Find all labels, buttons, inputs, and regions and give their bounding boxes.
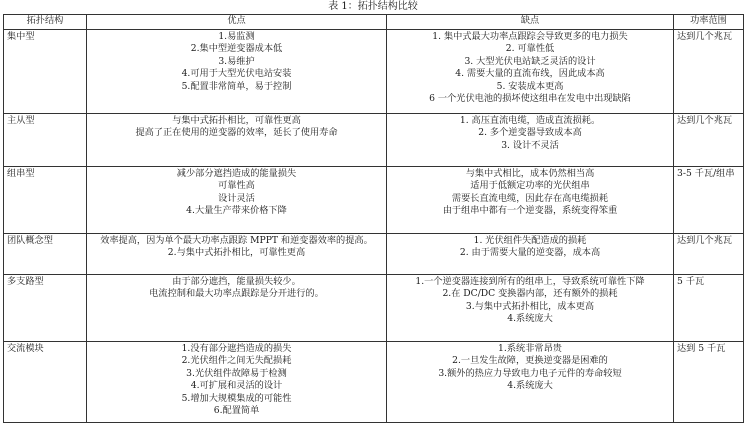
advantage-item: 2.集中型逆变器成本低: [190, 43, 283, 55]
advantage-item: 4.大量生产带来价格下降: [186, 205, 287, 217]
topology-name-cell: 组串型: [4, 167, 87, 234]
disadvantages-cell: [387, 234, 674, 275]
advantage-item: 5.增加大规模集成的可能性: [181, 392, 292, 404]
disadvantage-item: 3. 设计不灵活: [501, 139, 559, 151]
advantage-item: 与集中式拓扑相比，可靠性更高: [172, 115, 301, 126]
disadvantage-item: 2.一旦发生故障，更换逆变器是困难的: [452, 355, 608, 367]
advantage-item: 效率提高，因为单个最大功率点跟踪 MPPT 和逆变器效率的提高。: [100, 235, 373, 246]
topology-name-cell: 集中型: [4, 30, 87, 114]
disadvantage-item: 与集中式相比，成本仍然相当高: [465, 168, 595, 179]
disadvantage-item: 2. 由于需要大量的逆变器，成本高: [459, 247, 601, 259]
advantage-item: 4.可扩展和灵活的设计: [190, 380, 283, 392]
disadvantages-cell: [387, 30, 674, 114]
header-topology: 拓扑结构: [4, 15, 87, 30]
table-row: [4, 114, 744, 167]
disadvantages-cell: [387, 275, 674, 342]
disadvantage-item: 1. 集中式最大功率点跟踪会导致更多的电力损失: [432, 31, 628, 42]
advantage-item: 减少部分遮挡造成的能量损失: [176, 168, 297, 179]
disadvantage-item: 4.系统庞大: [507, 380, 553, 392]
disadvantage-item: 1.系统非常昂贵: [498, 343, 562, 354]
advantage-item: 6.配置简单: [213, 405, 260, 417]
topology-name-cell: 交流模块: [4, 342, 87, 423]
power-range-cell: 5 千瓦: [674, 275, 744, 342]
disadvantage-item: 4. 需要大量的直流布线，因此成本高: [455, 68, 605, 80]
advantage-item: 提高了正在使用的逆变器的效率，延长了使用寿命: [135, 127, 338, 139]
advantages-cell: [87, 167, 387, 234]
disadvantages-cell: [387, 114, 674, 167]
table-caption: 表 1：拓扑结构比较: [328, 1, 418, 12]
advantage-item: 1.没有部分遮挡造成的损失: [181, 343, 292, 354]
disadvantages-cell: [387, 167, 674, 234]
advantage-item: 5.配置非常简单，易于控制: [181, 80, 292, 92]
table-row: [4, 167, 744, 234]
power-range-cell: 达到几个兆瓦: [674, 114, 744, 167]
power-range-cell: 达到 5 千瓦: [674, 342, 744, 423]
advantage-item: 由于部分遮挡，能量损失较少。: [172, 276, 301, 287]
table-header-row: [4, 15, 744, 30]
advantage-item: 2.光伏组件之间无失配损耗: [181, 355, 292, 367]
disadvantage-item: 1. 光伏组件失配造成的损耗: [473, 235, 587, 246]
advantages-cell: [87, 30, 387, 114]
disadvantage-item: 1. 高压直流电缆，造成直流损耗。: [459, 115, 601, 126]
advantages-cell: [87, 342, 387, 423]
advantage-item: 可靠性高: [218, 180, 255, 192]
advantage-item: 电流控制和最大功率点跟踪是分开进行的。: [149, 288, 324, 300]
disadvantage-item: 1.一个逆变器连接到所有的组串上，导致系统可靠性下降: [415, 276, 645, 287]
disadvantage-item: 2. 多个逆变器导致成本高: [478, 127, 582, 139]
power-range-cell: 达到几个兆瓦: [674, 30, 744, 114]
table-row: [4, 275, 744, 342]
disadvantage-item: 4.系统庞大: [507, 313, 553, 325]
disadvantage-item: 3.额外的热应力导致电力电子元件的寿命较短: [438, 367, 622, 379]
disadvantages-cell: [387, 342, 674, 423]
disadvantage-item: 5. 安装成本更高: [496, 80, 564, 92]
topology-name-cell: 主从型: [4, 114, 87, 167]
topology-name-cell: 团队概念型: [4, 234, 87, 275]
table-body: [4, 30, 744, 423]
power-range-cell: 3-5 千瓦/组串: [674, 167, 744, 234]
advantage-item: 4.可用于大型光伏电站安装: [181, 68, 292, 80]
advantage-item: 1.易监测: [218, 31, 255, 42]
advantages-cell: [87, 114, 387, 167]
table-row: [4, 234, 744, 275]
header-pros: 优点: [87, 15, 387, 30]
advantage-item: 3.易维护: [218, 55, 255, 67]
topology-name-cell: 多支路型: [4, 275, 87, 342]
disadvantage-item: 需要长直流电缆，因此存在高电缆损耗: [451, 192, 609, 204]
advantages-cell: [87, 275, 387, 342]
advantage-item: 2.与集中式拓扑相比，可靠性更高: [167, 247, 306, 259]
disadvantage-item: 3.与集中式拓扑相比，成本更高: [465, 300, 595, 312]
disadvantage-item: 适用于低额定功率的光伏组串: [470, 180, 590, 192]
header-power-range: 功率范围: [674, 15, 744, 30]
table-row: [4, 30, 744, 114]
disadvantage-item: 2.在 DC/DC 变换器内部，还有额外的损耗: [442, 288, 618, 300]
power-range-cell: 达到几个兆瓦: [674, 234, 744, 275]
topology-comparison-table: [3, 14, 744, 423]
advantage-item: 设计灵活: [218, 192, 255, 204]
advantages-cell: [87, 234, 387, 275]
table-row: [4, 342, 744, 423]
advantage-item: 3.光伏组件故障易于检测: [186, 367, 287, 379]
disadvantage-item: 2. 可靠性低: [505, 43, 555, 55]
header-cons: 缺点: [387, 15, 674, 30]
disadvantage-item: 6 一个光伏电池的损坏使这组串在发电中出现缺陷: [429, 93, 631, 105]
disadvantage-item: 由于组串中都有一个逆变器，系统变得笨重: [442, 205, 618, 217]
disadvantage-item: 3. 大型光伏电站缺乏灵活的设计: [464, 55, 596, 67]
